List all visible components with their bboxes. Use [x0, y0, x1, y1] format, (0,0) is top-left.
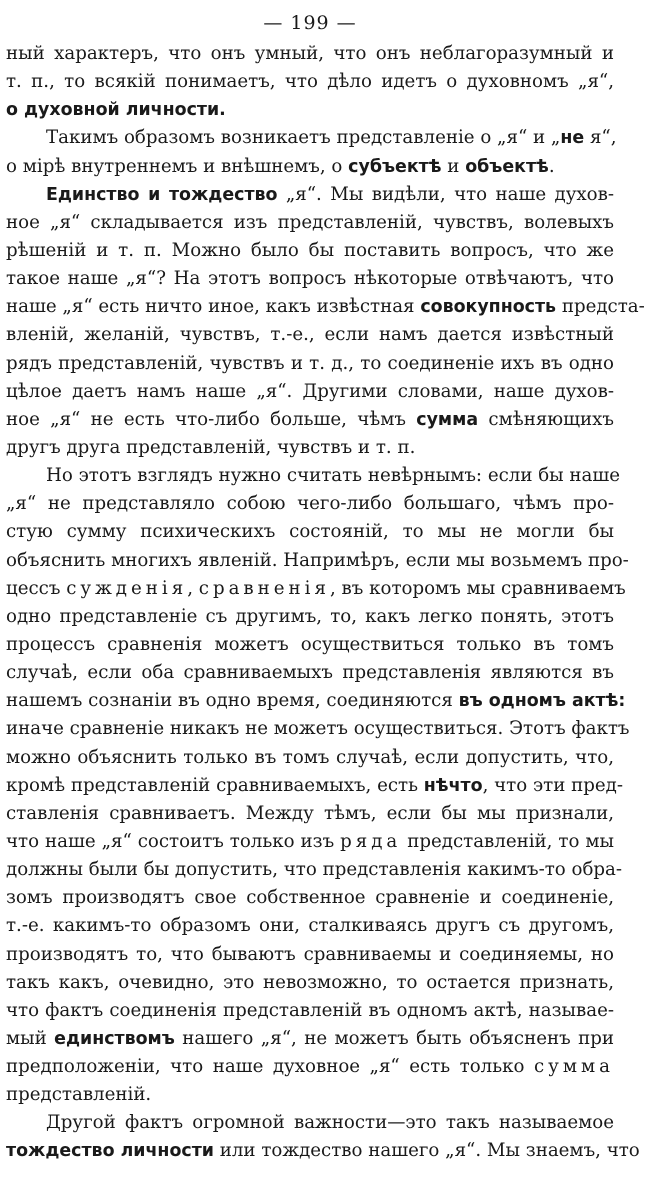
- bold-term: не: [560, 128, 585, 149]
- text-line: [6, 1081, 614, 1109]
- spaced-term: ряда: [340, 830, 402, 852]
- text-segment: смѣняющихъ: [478, 408, 614, 430]
- text-segment: .: [548, 155, 555, 177]
- text-segment: ставленія сравниваетъ. Между тѣмъ, если бы мы признали,: [6, 802, 614, 824]
- text-segment: мый: [6, 1027, 55, 1049]
- text-line: [6, 321, 614, 349]
- text-line: [6, 209, 614, 237]
- text-line: [6, 1109, 614, 1137]
- text-segment: нашего „я“, не можетъ быть объясненъ при: [174, 1027, 614, 1049]
- text-segment: ,: [187, 577, 199, 599]
- text-segment: предста-: [556, 296, 645, 318]
- text-segment: можно объяснить только въ томъ случаѣ, если допустить, что,: [6, 746, 614, 768]
- text-line: [6, 715, 630, 743]
- text-line: [6, 237, 614, 265]
- text-segment: одно представленіе съ другимъ, то, какъ легко понять, этотъ: [6, 605, 614, 627]
- bold-term: объектѣ: [465, 156, 549, 177]
- text-segment: ное „я“ складывается изъ представленій, чувствъ, волевыхъ: [6, 211, 614, 233]
- text-segment: „я“ не представляло собою чего-либо большаго, чѣмъ про-: [6, 493, 614, 515]
- text-line: [6, 462, 621, 490]
- text-segment: „я“. Мы видѣли, что наше духов-: [277, 183, 614, 205]
- text-line: [6, 997, 614, 1025]
- text-line: [6, 1053, 614, 1081]
- text-line: [6, 772, 623, 800]
- text-segment: ное „я“ не есть что-либо больше, чѣмъ: [6, 408, 417, 430]
- text-segment: предположеніи, что наше духовное „я“ есть только: [6, 1056, 534, 1078]
- text-line: [6, 547, 629, 575]
- text-line: [6, 800, 614, 828]
- spaced-term: сужденія: [66, 577, 188, 599]
- text-line: [6, 744, 614, 772]
- text-segment: рядъ представленій, чувствъ и т. д., то соединеніе ихъ въ одно: [6, 352, 614, 374]
- bold-term: тождество личности: [6, 1141, 214, 1162]
- text-segment: представленій, то мы: [401, 830, 614, 852]
- bold-term: единствомъ: [54, 1028, 175, 1049]
- bold-term: въ одномъ актѣ:: [458, 691, 626, 712]
- bold-term: о духовной личности.: [6, 100, 226, 121]
- text-line: [6, 406, 614, 434]
- bold-term: совокупность: [420, 297, 557, 318]
- bold-term: Единство и тождество: [46, 184, 278, 205]
- text-segment: Но этотъ взглядъ нужно считать невѣрнымъ: если бы наше: [46, 465, 621, 487]
- spaced-term: сравненія: [198, 577, 330, 599]
- text-segment: объяснить многихъ явленій. Напримѣръ, если мы возьмемъ про-: [6, 549, 629, 571]
- text-segment: , что эти пред-: [482, 774, 623, 796]
- text-line: [6, 884, 614, 912]
- text-segment: такое наше „я“? На этотъ вопросъ нѣкоторые отвѣчаютъ, что: [6, 268, 614, 290]
- text-line: [6, 575, 626, 603]
- text-segment: т.-е. какимъ-то образомъ они, сталкиваясь другъ съ другомъ,: [6, 915, 614, 937]
- text-segment: , въ которомъ мы сравниваемъ: [329, 577, 626, 599]
- text-segment: цессъ: [6, 577, 67, 599]
- text-segment: иначе сравненіе никакъ не можетъ осуществиться. Этотъ фактъ: [6, 718, 630, 740]
- text-segment: другъ друга представленій, чувствъ и т. п.: [6, 436, 416, 458]
- text-segment: вленій, желаній, чувствъ, т.-е., если намъ дается извѣстный: [6, 324, 614, 346]
- text-line: [6, 490, 614, 518]
- text-line: [6, 912, 614, 940]
- text-segment: Другой фактъ огромной важности—это такъ называемое: [46, 1112, 614, 1134]
- text-segment: такъ какъ, очевидно, это невозможно, то остается признать,: [6, 971, 614, 993]
- text-line: [6, 856, 623, 884]
- text-line: [6, 68, 614, 96]
- text-segment: процессъ сравненія можетъ осуществиться только въ томъ: [6, 633, 614, 655]
- text-line: [6, 659, 614, 687]
- text-segment: что наше „я“ состоитъ только изъ: [6, 830, 341, 852]
- text-line: [6, 350, 614, 378]
- text-segment: т. п., то всякій понимаетъ, что дѣло идетъ о духовномъ „я“,: [6, 71, 614, 93]
- bold-term: нѣчто: [423, 775, 483, 796]
- text-line: [6, 631, 614, 659]
- text-segment: и: [441, 155, 466, 177]
- text-line: [6, 828, 614, 856]
- text-line: [6, 434, 614, 462]
- text-segment: нашемъ сознаніи въ одно время, соединяются: [6, 690, 459, 712]
- bold-term: сумма: [416, 409, 479, 430]
- text-line: [6, 153, 614, 181]
- page-number: — 199 —: [263, 12, 357, 34]
- text-line: [6, 687, 626, 715]
- text-segment: кромѣ представленій сравниваемыхъ, есть: [6, 774, 424, 796]
- spaced-term: сумма: [533, 1056, 614, 1078]
- text-segment: ный характеръ, что онъ умный, что онъ неблагоразумный и: [6, 43, 614, 64]
- text-body: [6, 40, 645, 1166]
- text-line: [6, 40, 614, 68]
- text-line: [6, 378, 614, 406]
- text-segment: наше „я“ есть ничто иное, какъ извѣстная: [6, 296, 421, 318]
- text-segment: или тождество нашего „я“. Мы знаемъ, что: [213, 1140, 640, 1162]
- text-segment: случаѣ, если оба сравниваемыхъ представленія являются въ: [6, 662, 614, 684]
- text-line: [6, 603, 614, 631]
- text-line: [6, 1137, 640, 1165]
- text-line: [6, 293, 645, 321]
- text-segment: зомъ производятъ свое собственное сравненіе и соединеніе,: [6, 887, 614, 909]
- text-line: [6, 518, 614, 546]
- book-page: [6, 10, 645, 1166]
- text-segment: представленій.: [6, 1084, 152, 1106]
- text-segment: должны были бы допустить, что представленія какимъ-то обра-: [6, 859, 623, 881]
- text-line: [6, 1025, 614, 1053]
- text-line: [6, 941, 614, 969]
- text-segment: Такимъ образомъ возникаетъ представленіе о „я“ и „: [46, 127, 561, 149]
- text-segment: рѣшеній и т. п. Можно было бы поставить вопросъ, что же: [6, 239, 614, 261]
- bold-term: субъектѣ: [348, 156, 442, 177]
- text-line: [6, 969, 614, 997]
- text-line: [6, 265, 614, 293]
- text-segment: цѣлое даетъ намъ наше „я“. Другими словами, наше духов-: [6, 380, 614, 402]
- text-segment: я“,: [584, 127, 617, 149]
- text-segment: что фактъ соединенія представленій въ одномъ актѣ, называе-: [6, 999, 614, 1021]
- text-segment: производятъ то, что бываютъ сравниваемы и соединяемы, но: [6, 943, 614, 965]
- text-segment: стую сумму психическихъ состояній, то мы не могли бы: [6, 521, 614, 543]
- text-line: [6, 96, 614, 124]
- text-segment: о мірѣ внутреннемъ и внѣшнемъ, о: [6, 155, 349, 177]
- text-line: [6, 124, 617, 152]
- text-line: [6, 181, 614, 209]
